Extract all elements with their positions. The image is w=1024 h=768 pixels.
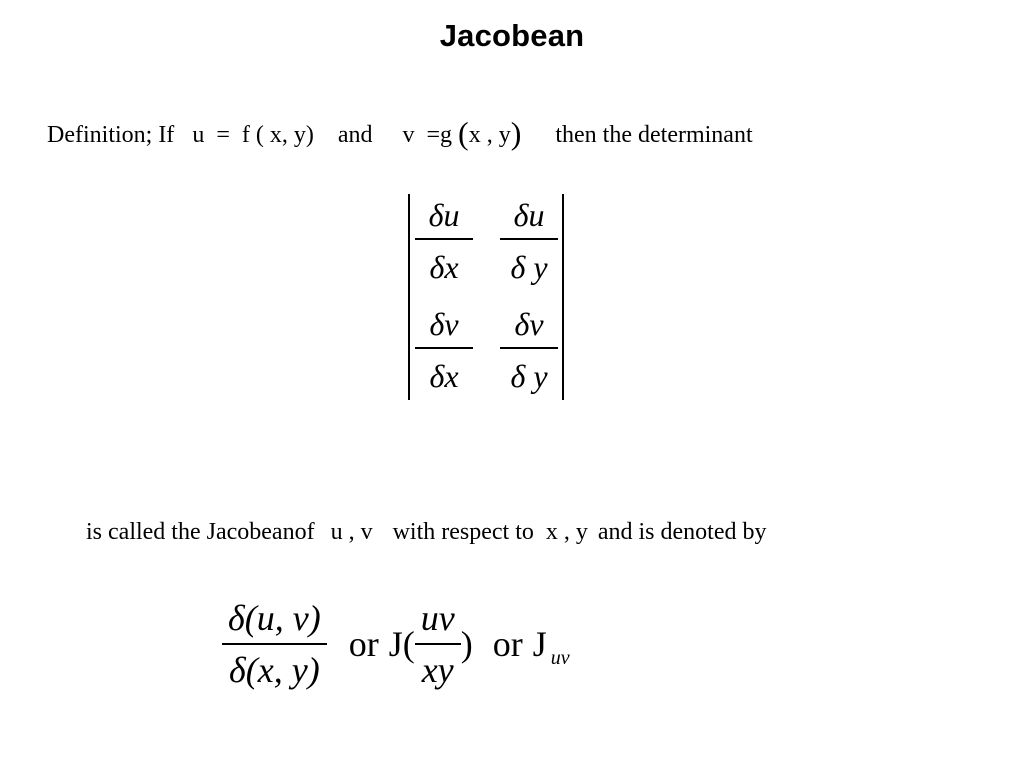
- partial-denominator: δx: [429, 358, 459, 394]
- and-text: and: [337, 121, 373, 148]
- fraction-line: [415, 643, 461, 645]
- definition-line: [47, 115, 753, 152]
- partial-fraction-notation: [222, 596, 327, 692]
- var-v: v: [402, 121, 415, 148]
- notation-numerator: δ(u, v): [228, 598, 321, 638]
- partial-denominator: δ y: [510, 358, 548, 394]
- left-paren: (: [458, 115, 469, 151]
- fraction-line: [500, 347, 558, 349]
- or-text-1: or: [348, 624, 379, 664]
- partial-denominator: δ y: [510, 249, 548, 285]
- partial-numerator: δv: [429, 306, 459, 342]
- j-function-close: ): [460, 624, 473, 664]
- called-vars-uv: u , v: [330, 518, 373, 545]
- determinant-right-bar: [562, 194, 564, 400]
- right-paren: ): [510, 115, 522, 151]
- j-fraction: [415, 596, 461, 692]
- determinant-left-bar: [408, 194, 410, 400]
- partial-v-x: [415, 304, 473, 396]
- f-expression: f ( x, y): [241, 121, 314, 148]
- fraction-line: [222, 643, 327, 645]
- notation-denominator: δ(x, y): [229, 650, 320, 690]
- equals-sign: =: [216, 121, 230, 148]
- j-symbol: J: [532, 624, 547, 664]
- partial-u-y: [500, 195, 558, 287]
- called-text-3: and is denoted by: [597, 518, 767, 545]
- called-text-1: is called the Jacobeanof: [86, 518, 315, 545]
- definition-tail: then the determinant: [555, 121, 753, 148]
- equals-sign-2: =: [426, 121, 441, 148]
- var-u: u: [192, 121, 205, 148]
- partial-numerator: δu: [513, 197, 545, 233]
- g-arguments: x , y: [468, 121, 511, 148]
- partial-numerator: δu: [428, 197, 460, 233]
- slide-title: Jacobean: [439, 18, 585, 53]
- partial-v-y: [500, 304, 558, 396]
- partial-denominator: δx: [429, 249, 459, 285]
- j-denominator: xy: [421, 650, 454, 690]
- j-function-open: J(: [388, 624, 415, 664]
- or-text-2: or: [492, 624, 523, 664]
- called-text-2: with respect to: [392, 518, 534, 545]
- partial-numerator: δv: [514, 306, 544, 342]
- definition-lead: Definition; If: [47, 121, 175, 148]
- fraction-line: [500, 238, 558, 240]
- partial-u-x: [415, 195, 473, 287]
- g-function: g: [440, 121, 453, 148]
- fraction-line: [415, 347, 473, 349]
- called-vars-xy: x , y: [545, 518, 588, 545]
- fraction-line: [415, 238, 473, 240]
- called-line: [86, 514, 767, 550]
- jacobian-notation: [222, 592, 570, 696]
- j-subscript: uv: [550, 646, 570, 669]
- j-numerator: uv: [420, 598, 455, 638]
- jacobian-determinant: [404, 194, 566, 400]
